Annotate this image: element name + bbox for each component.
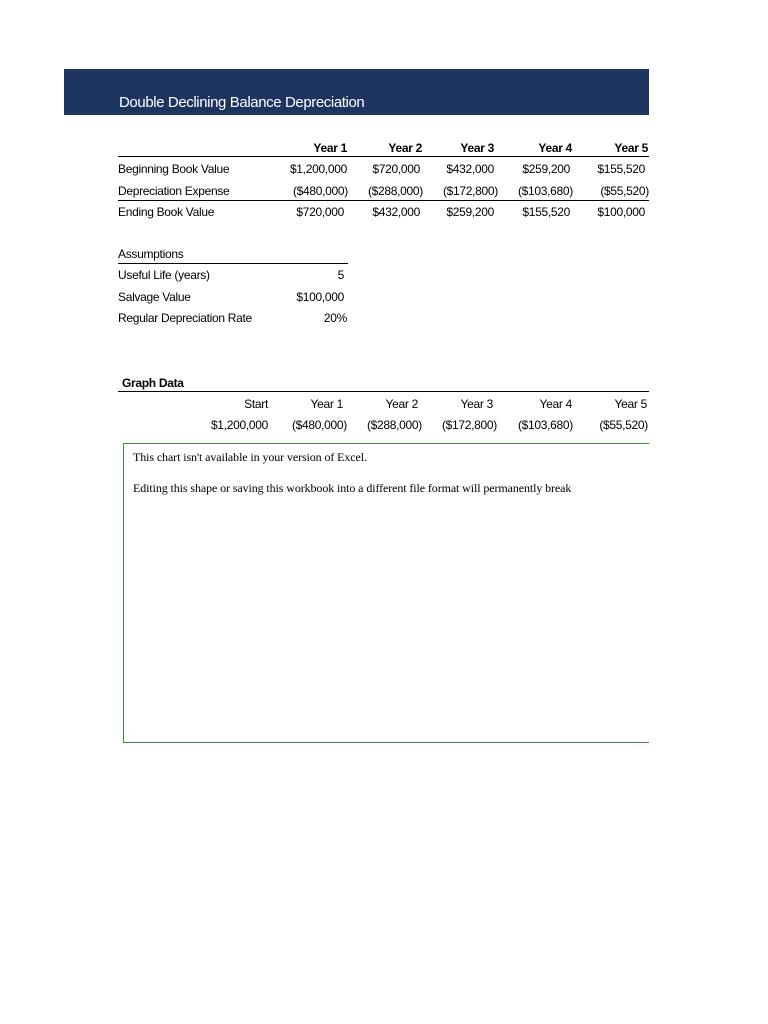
assumption-value-depreciation-rate: 20% bbox=[323, 311, 347, 325]
ending-book-value-year-2: $432,000 bbox=[372, 205, 420, 219]
beginning-book-value-year-3: $432,000 bbox=[446, 162, 494, 176]
assumption-value-salvage-value: $100,000 bbox=[296, 290, 344, 304]
assumption-label-salvage-value: Salvage Value bbox=[118, 290, 191, 304]
graph-header-start: Start bbox=[244, 397, 268, 411]
graph-header-year-4: Year 4 bbox=[539, 397, 572, 411]
row-label-depreciation-expense: Depreciation Expense bbox=[118, 184, 230, 198]
depreciation-expense-year-3: ($172,800) bbox=[442, 184, 498, 198]
assumptions-title: Assumptions bbox=[118, 247, 184, 261]
schedule-header-year-5: Year 5 bbox=[614, 141, 648, 155]
chart-editing-warning: Editing this shape or saving this workbook into a different file format will permanently break bbox=[133, 481, 572, 495]
schedule-header-year-2: Year 2 bbox=[388, 141, 422, 155]
graph-value-year-1: ($480,000) bbox=[291, 418, 347, 432]
schedule-header-rule bbox=[118, 156, 649, 157]
assumptions-rule bbox=[118, 263, 348, 264]
chart-placeholder-shape[interactable] bbox=[123, 443, 663, 743]
schedule-header-year-3: Year 3 bbox=[460, 141, 494, 155]
graph-data-rule bbox=[118, 391, 649, 392]
beginning-book-value-year-2: $720,000 bbox=[372, 162, 420, 176]
graph-value-year-3: ($172,800) bbox=[441, 418, 497, 432]
graph-header-year-1: Year 1 bbox=[310, 397, 343, 411]
beginning-book-value-year-5: $155,520 bbox=[597, 162, 645, 176]
graph-value-year-5: ($55,520) bbox=[599, 418, 648, 432]
ending-book-value-year-5: $100,000 bbox=[597, 205, 645, 219]
graph-header-year-2: Year 2 bbox=[385, 397, 418, 411]
graph-value-start: $1,200,000 bbox=[210, 418, 268, 432]
row-label-ending-book-value: Ending Book Value bbox=[118, 205, 215, 219]
page-edge-mask bbox=[649, 0, 768, 1024]
depreciation-expense-year-5: ($55,520) bbox=[600, 184, 649, 198]
graph-value-year-2: ($288,000) bbox=[366, 418, 422, 432]
chart-unavailable-message: This chart isn't available in your version of Excel. bbox=[133, 450, 367, 464]
depreciation-expense-year-4: ($103,680) bbox=[517, 184, 573, 198]
graph-header-year-5: Year 5 bbox=[614, 397, 647, 411]
graph-value-year-4: ($103,680) bbox=[517, 418, 573, 432]
assumption-value-useful-life: 5 bbox=[337, 268, 344, 282]
depreciation-expense-year-2: ($288,000) bbox=[367, 184, 423, 198]
assumption-label-depreciation-rate: Regular Depreciation Rate bbox=[118, 311, 252, 325]
ending-book-value-year-4: $155,520 bbox=[522, 205, 570, 219]
ending-book-value-year-3: $259,200 bbox=[446, 205, 494, 219]
schedule-total-rule bbox=[118, 200, 649, 201]
graph-header-year-3: Year 3 bbox=[460, 397, 493, 411]
depreciation-expense-year-1: ($480,000) bbox=[292, 184, 348, 198]
graph-data-title: Graph Data bbox=[122, 376, 184, 390]
assumption-label-useful-life: Useful Life (years) bbox=[118, 268, 210, 282]
page-title: Double Declining Balance Depreciation bbox=[119, 94, 365, 111]
beginning-book-value-year-1: $1,200,000 bbox=[289, 162, 347, 176]
beginning-book-value-year-4: $259,200 bbox=[522, 162, 570, 176]
row-label-beginning-book-value: Beginning Book Value bbox=[118, 162, 230, 176]
schedule-header-year-4: Year 4 bbox=[538, 141, 572, 155]
title-banner bbox=[64, 69, 649, 115]
schedule-header-year-1: Year 1 bbox=[313, 141, 347, 155]
ending-book-value-year-1: $720,000 bbox=[296, 205, 344, 219]
